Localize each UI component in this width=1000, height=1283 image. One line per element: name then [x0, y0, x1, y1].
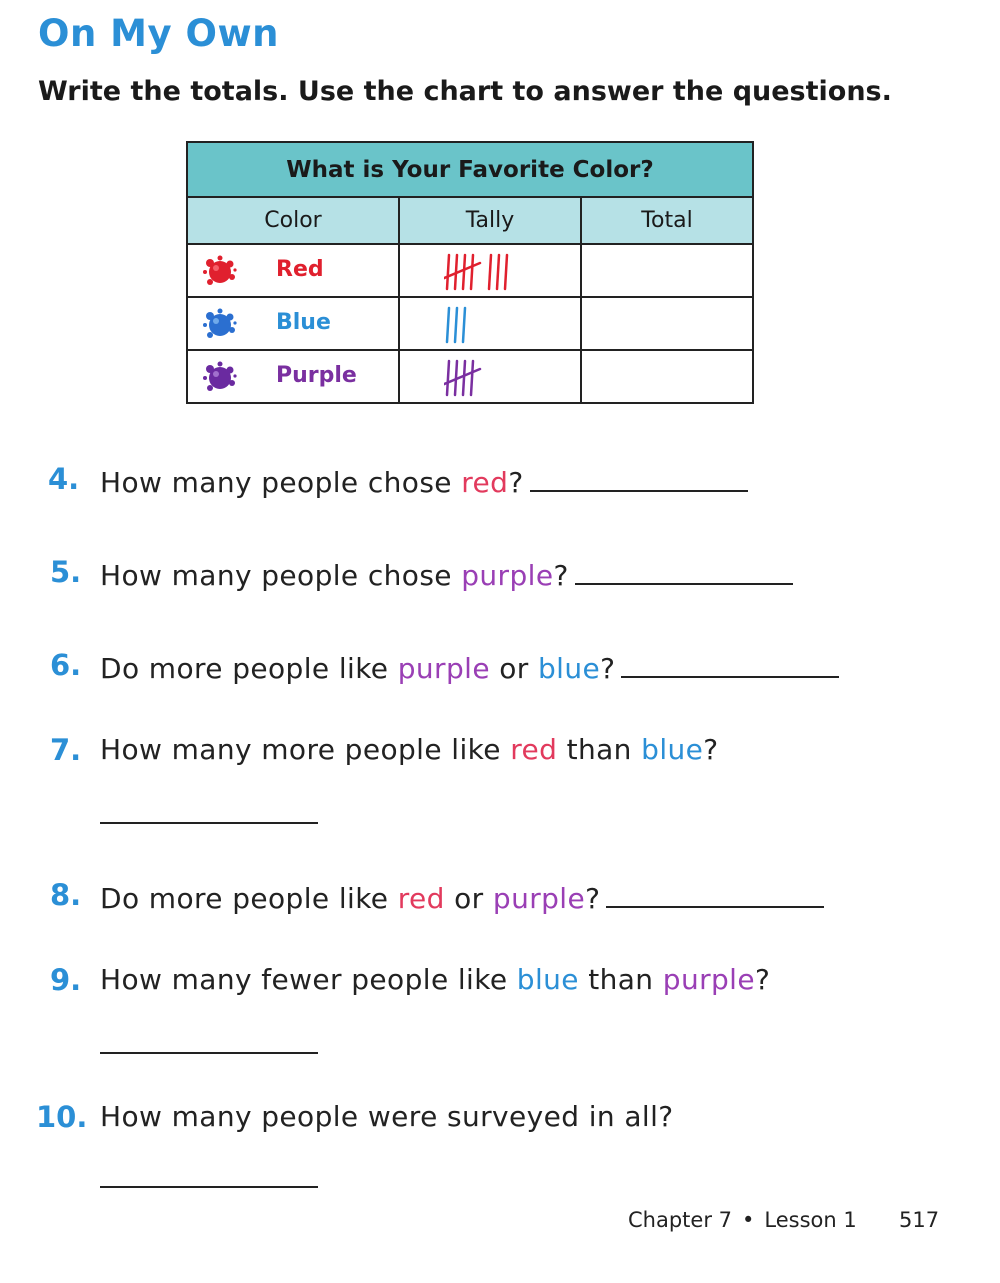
tally-stroke — [447, 361, 449, 395]
lesson-label: Lesson 1 — [764, 1208, 857, 1232]
tally-cell — [399, 244, 581, 297]
question-number: 9. — [50, 963, 82, 997]
question-text: Do more people like red or purple? — [100, 878, 824, 915]
question-text: Do more people like purple or blue? — [100, 648, 839, 685]
tally-marks-purple — [444, 357, 554, 399]
answer-blank[interactable] — [100, 1184, 318, 1188]
tally-stroke — [447, 255, 449, 289]
total-cell-blue[interactable] — [581, 297, 753, 350]
tally-stroke — [447, 308, 449, 342]
instructions: Write the totals. Use the chart to answer the questions. — [38, 76, 892, 107]
tally-marks-blue — [444, 304, 554, 346]
question-text: How many people were surveyed in all? — [100, 1100, 674, 1133]
column-header-tally: Tally — [399, 197, 581, 244]
question-number: 10. — [36, 1100, 88, 1134]
table-row-blue — [187, 297, 753, 350]
tally-cell — [399, 297, 581, 350]
column-header-color: Color — [187, 197, 399, 244]
answer-blank[interactable] — [100, 1050, 318, 1054]
color-label-blue: Blue — [276, 310, 331, 335]
tally-stroke — [455, 308, 457, 342]
answer-blank[interactable] — [100, 820, 318, 824]
color-label-purple: Purple — [276, 363, 357, 388]
color-cell — [187, 297, 399, 350]
question-text: How many more people like red than blue? — [100, 733, 719, 766]
table-row-red — [187, 244, 753, 297]
question-number: 5. — [50, 555, 82, 589]
tally-stroke — [463, 308, 465, 342]
tally-stroke — [505, 255, 507, 289]
table-caption: What is Your Favorite Color? — [187, 142, 753, 197]
tally-cell — [399, 350, 581, 403]
answer-blank[interactable] — [575, 555, 793, 585]
footer-chapter-lesson — [628, 1208, 857, 1232]
tally-stroke — [463, 361, 465, 395]
separator-dot: • — [742, 1208, 755, 1232]
blue-paint-splat-icon — [202, 306, 238, 342]
answer-blank[interactable] — [530, 462, 748, 492]
tally-stroke — [463, 255, 465, 289]
tally-stroke — [497, 255, 499, 289]
purple-paint-splat-icon — [202, 359, 238, 395]
tally-stroke — [471, 255, 473, 289]
question-number: 4. — [48, 462, 80, 496]
color-cell — [187, 244, 399, 297]
answer-blank[interactable] — [606, 878, 824, 908]
tally-marks-red — [444, 251, 554, 293]
total-cell-red[interactable] — [581, 244, 753, 297]
question-text: How many people chose red? — [100, 462, 748, 499]
question-text: How many people chose purple? — [100, 555, 793, 592]
tally-stroke — [471, 361, 473, 395]
question-number: 8. — [50, 878, 82, 912]
question-number: 7. — [50, 733, 82, 767]
chapter-label: Chapter 7 — [628, 1208, 732, 1232]
page-title: On My Own — [38, 12, 279, 55]
red-paint-splat-icon — [202, 253, 238, 289]
tally-stroke — [489, 255, 491, 289]
answer-blank[interactable] — [621, 648, 839, 678]
color-cell — [187, 350, 399, 403]
page-number: 517 — [899, 1208, 940, 1232]
question-text: How many fewer people like blue than purple? — [100, 963, 771, 996]
color-label-red: Red — [276, 257, 324, 282]
table-row-purple — [187, 350, 753, 403]
column-header-total: Total — [581, 197, 753, 244]
question-number: 6. — [50, 648, 82, 682]
total-cell-purple[interactable] — [581, 350, 753, 403]
tally-chart — [186, 141, 754, 404]
